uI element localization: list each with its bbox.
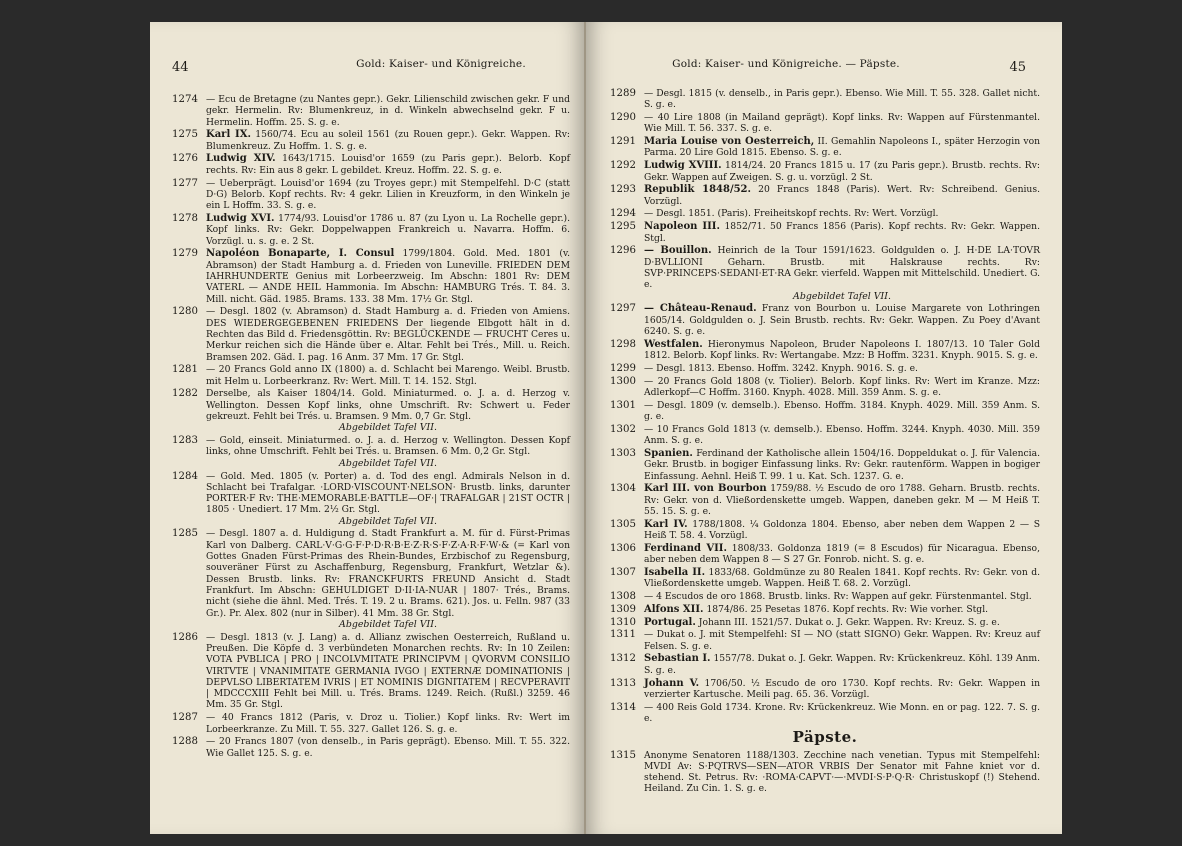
catalog-entries <box>610 88 1040 796</box>
ruler-name: — Château-Renaud. <box>644 303 757 315</box>
catalog-entry <box>610 483 1040 517</box>
lot-number: 1310 <box>610 616 636 628</box>
plate-reference: Abgebildet Tafel VII. <box>793 290 891 302</box>
ruler-name: Ludwig XIV. <box>206 153 276 165</box>
catalog-entry <box>172 94 570 128</box>
lot-number: 1301 <box>610 399 636 411</box>
lot-number: 1286 <box>172 631 198 643</box>
ruler-name: Ferdinand VII. <box>644 542 727 554</box>
catalog-entry <box>610 208 1040 219</box>
entry-description: — Gold, einseit. Miniaturmed. o. J. a. d. Herzog v. Wellington. Dessen Kopf links, ohne Umschrift. Fehlt bei Trés. u. Bramsen. 6 Mm. 0,2 Gr. Stgl. <box>206 435 570 458</box>
ruler-name: Westfalen. <box>644 338 703 350</box>
entry-description: 1643/1715. Louisd'or 1659 (zu Paris gepr.). Belorb. Kopf rechts. Rv: Ein aus 8 gekr. L gebildet. Kreuz. Hoffm. 22. S. g. e. <box>206 153 570 176</box>
catalog-entry <box>610 424 1040 447</box>
left-page <box>150 22 584 834</box>
lot-number: 1276 <box>172 153 198 165</box>
catalog-entry <box>610 702 1040 725</box>
ruler-name: — Bouillon. <box>644 245 712 257</box>
lot-number: 1292 <box>610 160 636 172</box>
ruler-name: Ludwig XVIII. <box>644 160 722 172</box>
catalog-entry <box>610 519 1040 542</box>
entry-description: Heinrich de la Tour 1591/1623. Goldgulden o. J. H·DE LA·TOVR D·BVLLIONI Geharn. Brustb. mit Halskrause rechts. Rv: SVP·PRINCEPS·SEDANI·ET·RA Gekr. vierfeld. Wappen mit Mittelschild. Unediert. G. e. <box>644 245 1040 291</box>
lot-number: 1299 <box>610 362 636 374</box>
catalog-entry <box>610 750 1040 795</box>
running-head: Gold: Kaiser- und Königreiche. <box>356 58 526 70</box>
entry-description: Anonyme Senatoren 1188/1303. Zecchine nach venetian. Typus mit Stempelfehl: MVDI Av: S·PQTRVS—SEN—ATOR VRBIS Der Senator mit Fahne kniet vor d. stehend. St. Petrus. Rv: ·ROMA·CAPVT·—·MVDI·S·P·Q·R· Christuskopf (!) Stehend. Heiland. Zu Cin. 1. S. g. e. <box>644 749 1040 795</box>
plate-reference: Abgebildet Tafel VII. <box>339 457 437 469</box>
page-number: 45 <box>1009 60 1026 75</box>
running-head: Gold: Kaiser- und Königreiche. — Päpste. <box>672 58 900 70</box>
catalog-entry <box>610 604 1040 615</box>
lot-number: 1312 <box>610 653 636 665</box>
ruler-name: Ludwig XVI. <box>206 212 275 224</box>
lot-number: 1304 <box>610 483 636 495</box>
lot-number: 1315 <box>610 749 636 761</box>
lot-number: 1281 <box>172 364 198 376</box>
ruler-name: Maria Louise von Oesterreich, <box>644 136 815 148</box>
lot-number: 1300 <box>610 375 636 387</box>
lot-number: 1280 <box>172 306 198 318</box>
section-heading: Päpste. <box>792 728 858 747</box>
catalog-entry <box>610 376 1040 399</box>
entry-description: — Dukat o. J. mit Stempelfehl: SI — NO (statt SIGNO) Gekr. Wappen. Rv: Kreuz auf Felsen. S. g. e. <box>644 629 1040 652</box>
lot-number: 1291 <box>610 136 636 148</box>
lot-number: 1277 <box>172 177 198 189</box>
lot-number: 1293 <box>610 184 636 196</box>
catalog-entry <box>172 129 570 152</box>
catalog-entry <box>172 712 570 735</box>
right-page <box>586 22 1062 834</box>
ruler-name: Napoleon III. <box>644 221 720 233</box>
catalog-entry <box>610 653 1040 676</box>
page-number: 44 <box>172 60 189 75</box>
entry-description: — Desgl. 1809 (v. demselb.). Ebenso. Hoffm. 3184. Knyph. 4029. Mill. 359 Anm. S. g. e. <box>644 399 1040 423</box>
lot-number: 1289 <box>610 88 636 99</box>
lot-number: 1307 <box>610 566 636 578</box>
lot-number: 1303 <box>610 447 636 459</box>
catalog-entry <box>172 248 570 304</box>
entry-description: 1814/24. 20 Francs 1815 u. 17 (zu Paris gepr.). Brustb. rechts. Rv: Gekr. Wappen auf Zweigen. S. g. u. vorzügl. 2 St. <box>644 160 1040 183</box>
catalog-entry <box>172 388 570 433</box>
catalog-entry <box>172 736 570 759</box>
entry-description: — Desgl. 1813 (v. J. Lang) a. d. Allianz zwischen Oesterreich, Rußland u. Preußen. Die Köpfe d. 3 verbündeten Monarchen rechts. Rv: In 10 Zeilen: VOTA PVBLICA | PRO | INCOLVMITATE PRINCIPVM | QVORVM CONSILIO VIRTVTE | VNANIMITATE GERMANIA IVGO | EXTERNÆ DOMINATIONIS | DEPVLSO LIBERTATEM IVRIS | ET NOMINIS DIGNITATEM | RECVPERAVIT | MDCCCXIII Fehlt bei Mill. u. Trés. Brams. 1249. Reich. (Rußl.) 3259. 46 Mm. 35 Gr. Stgl. <box>206 631 570 711</box>
catalog-entry <box>172 435 570 469</box>
entry-description: — Desgl. 1851. (Paris). Freiheitskopf rechts. Rv: Wert. Vorzügl. <box>644 208 939 220</box>
catalog-entry <box>610 363 1040 374</box>
entry-description: — 20 Francs Gold 1808 (v. Tiolier). Belorb. Kopf links. Rv: Wert im Kranze. Mzz: Adlerkopf—C Hoffm. 3160. Knyph. 4028. Mill. 359 Anm. S. g. e. <box>644 375 1040 398</box>
entry-description: Franz von Bourbon u. Louise Margarete von Lothringen 1605/14. Goldgulden o. J. Sein Brustb. rechts. Rv: Gekr. Wappen. Zu Poey d'Avant 6240. S. g. e. <box>644 303 1040 337</box>
catalog-entry <box>610 303 1040 337</box>
lot-number: 1309 <box>610 603 636 615</box>
entry-description: 1852/71. 50 Francs 1856 (Paris). Kopf rechts. Rv: Gekr. Wappen. Stgl. <box>644 221 1040 244</box>
lot-number: 1275 <box>172 129 198 141</box>
lot-number: 1302 <box>610 423 636 435</box>
catalog-entry <box>610 629 1040 652</box>
entry-description: 1560/74. Ecu au soleil 1561 (zu Rouen gepr.). Gekr. Wappen. Rv: Blumenkreuz. Zu Hoffm. 1. S. g. e. <box>206 129 571 152</box>
lot-number: 1294 <box>610 208 636 220</box>
lot-number: 1288 <box>172 736 198 748</box>
entry-description: 1799/1804. Gold. Med. 1801 (v. Abramson) der Stadt Hamburg a. d. Frieden von Luneville. FRIEDEN DEM IAHRHUNDERTE Genius mit Lorbeerzweig. Im Abschn: 1801 Rv: DEM VATERL — ANDE HEIL Hammonia. Im Abschn: HAMBURG Trés. T. 84. 3. Mill. nicht. Gäd. 1985. Brams. 133. 38 Mm. 17½ Gr. Stgl. <box>206 248 571 305</box>
entry-description: — Ecu de Bretagne (zu Nantes gepr.). Gekr. Lilienschild zwischen gekr. F und gekr. Hermelin. Rv: Blumenkreuz, in d. Winkeln abwechselnd gekr. F u. Hermelin. Hoffm. 25. S. g. e. <box>206 94 570 128</box>
catalog-entry <box>610 543 1040 566</box>
ruler-name: Johann V. <box>644 677 700 689</box>
catalog-entry <box>610 136 1040 159</box>
ruler-name: Spanien. <box>644 447 693 459</box>
catalog-entry <box>610 567 1040 590</box>
catalog-entry <box>610 88 1040 111</box>
lot-number: 1274 <box>172 94 198 105</box>
catalog-entry <box>610 400 1040 423</box>
entry-description: — 20 Francs 1807 (von denselb., in Paris geprägt). Ebenso. Mill. T. 55. 322. Wie Gallet 125. S. g. e. <box>206 736 570 759</box>
lot-number: 1284 <box>172 470 198 482</box>
lot-number: 1305 <box>610 518 636 530</box>
entry-description: — Desgl. 1815 (v. denselb., in Paris gepr.). Ebenso. Wie Mill. T. 55. 328. Gallet nicht. S. g. e. <box>644 88 1040 111</box>
entry-description: — 400 Reis Gold 1734. Krone. Rv: Krückenkreuz. Wie Monn. en or pag. 122. 7. S. g. e. <box>644 701 1040 724</box>
catalog-entry <box>610 448 1040 482</box>
catalog-entry <box>610 339 1040 362</box>
catalog-entry <box>610 221 1040 244</box>
plate-reference: Abgebildet Tafel VII. <box>339 422 437 434</box>
entry-description: — Desgl. 1807 a. d. Huldigung d. Stadt Frankfurt a. M. für d. Fürst-Primas Karl von Dalberg. CARL·V·G·G·F·P·D·R·B·E·Z·R·S·F·Z·A·R·F·W·& (= Karl von Gottes Gnaden Fürst-Primas des Rhein-Bundes, Erzbischof zu Regensburg, souveräner Fürst zu Aschaffenburg, Regensburg, Frankfurt, Wetzlar &). Dessen Brustb. links. Rv: FRANCKFURTS FREUND Ansicht d. Stadt Frankfurt. Im Abschn: GEHULDIGET D·II·IA-NUAR | 1807· Trés., Brams. nicht (siehe die ähnl. Med. Trés. T. 19. 2 u. Brams. 621). Jos. u. Felln. 987 (33 Gr.). Pr. Alex. 802 (nur in Silber). 41 Mm. 38 Gr. Stgl. <box>206 528 570 619</box>
entry-description: II. Gemahlin Napoleons I., später Herzogin von Parma. 20 Lire Gold 1815. Ebenso. S. g. e. <box>644 136 1041 159</box>
lot-number: 1287 <box>172 712 198 724</box>
catalog-entries <box>172 94 570 760</box>
entry-description: — 4 Escudos de oro 1868. Brustb. links. Rv: Wappen auf gekr. Fürstenmantel. Stgl. <box>644 590 1032 602</box>
entry-description: — Ueberprägt. Louisd'or 1694 (zu Troyes gepr.) mit Stempelfehl. D·C (statt D·G) Belorb. Kopf rechts. Rv: 4 gekr. Lilien in Kreuzform, in den Winkeln je ein L Hoffm. 33. S. g. e. <box>206 177 570 212</box>
lot-number: 1283 <box>172 435 198 447</box>
lot-number: 1297 <box>610 303 636 315</box>
entry-description: 1788/1808. ¼ Goldonza 1804. Ebenso, aber neben dem Wappen 2 — S Heiß T. 58. 4. Vorzügl. <box>644 518 1040 541</box>
lot-number: 1308 <box>610 590 636 602</box>
entry-description: — 40 Lire 1808 (in Mailand geprägt). Kopf links. Rv: Wappen auf Fürstenmantel. Wie Mill. T. 56. 337. S. g. e. <box>644 112 1040 135</box>
catalog-entry <box>610 617 1040 628</box>
ruler-name: Isabella II. <box>644 566 706 578</box>
entry-description: — Desgl. 1813. Ebenso. Hoffm. 3242. Knyph. 9016. S. g. e. <box>644 362 918 374</box>
catalog-entry <box>610 678 1040 701</box>
catalog-entry <box>172 364 570 387</box>
catalog-entry <box>172 306 570 362</box>
entry-description: Derselbe, als Kaiser 1804/14. Gold. Miniaturmed. o. J. a. d. Herzog v. Wellington. Dessen Kopf links, ohne Umschrift. Rv: Schwert u. Feder gekreuzt. Fehlt bei Trés. u. Bramsen. 9 Mm. 0,7 Gr. Stgl. <box>206 388 570 423</box>
catalog-entry <box>610 245 1040 301</box>
entry-description: 1557/78. Dukat o. J. Gekr. Wappen. Rv: Krückenkreuz. Köhl. 139 Anm. S. g. e. <box>644 653 1041 676</box>
lot-number: 1313 <box>610 677 636 689</box>
entry-description: Ferdinand der Katholische allein 1504/16. Doppeldukat o. J. für Valencia. Gekr. Brustb. in bogiger Einfassung links. Rv: Gekr. rautenförm. Wappen in bogiger Einfassung. Aehnl. Heiß T. 99. 1 u. Kat. Sch. 1237. G. e. <box>644 447 1040 482</box>
catalog-entry <box>610 160 1040 183</box>
entry-description: Johann III. 1521/57. Dukat o. J. Gekr. Wappen. Rv: Kreuz. S. g. e. <box>698 616 1000 628</box>
catalog-entry <box>172 178 570 212</box>
lot-number: 1279 <box>172 248 198 260</box>
catalog-entry <box>172 632 570 711</box>
lot-number: 1290 <box>610 112 636 124</box>
lot-number: 1311 <box>610 629 636 641</box>
lot-number: 1306 <box>610 542 636 554</box>
plate-reference: Abgebildet Tafel VII. <box>339 618 437 630</box>
lot-number: 1296 <box>610 245 636 257</box>
ruler-name: Portugal. <box>644 616 696 628</box>
entry-description: 1759/88. ½ Escudo de oro 1788. Geharn. Brustb. rechts. Rv: Gekr. von d. Vließordenskette umgeb. Wappen, daneben gekr. M — M Heiß T. 55. 15. S. g. e. <box>644 483 1041 517</box>
catalog-entry <box>172 213 570 247</box>
lot-number: 1298 <box>610 338 636 350</box>
ruler-name: Karl IX. <box>206 129 251 141</box>
entry-description: — 40 Francs 1812 (Paris, v. Droz u. Tiolier.) Kopf links. Rv: Wert im Lorbeerkranze. Zu Mill. T. 55. 327. Gallet 126. S. g. e. <box>206 712 570 735</box>
catalog-entry <box>610 591 1040 602</box>
entry-description: 1808/33. Goldonza 1819 (= 8 Escudos) für Nicaragua. Ebenso, aber neben dem Wappen 8 — S 27 Gr. Fonrob. nicht. S. g. e. <box>644 542 1040 566</box>
entry-description: — 10 Francs Gold 1813 (v. demselb.). Ebenso. Hoffm. 3244. Knyph. 4030. Mill. 359 Anm. S. g. e. <box>644 423 1040 447</box>
catalog-entry <box>172 471 570 527</box>
entry-description: 20 Francs 1848 (Paris). Wert. Rv: Schreibend. Genius. Vorzügl. <box>644 184 1040 207</box>
ruler-name: Karl III. von Bourbon <box>644 483 767 495</box>
plate-reference: Abgebildet Tafel VII. <box>339 515 437 527</box>
catalog-entry <box>172 528 570 630</box>
entry-description: — Desgl. 1802 (v. Abramson) d. Stadt Hamburg a. d. Frieden von Amiens. DES WIEDERGEGEBENEN FRIEDENS Der liegende Elbgott hält in d. Rechten das Bild d. Friedensgöttin. Rv: BEGLÜCKENDE — FRUCHT Ceres u. Merkur reichen sich die Hände über e. Altar. Fehlt bei Trés., Mill. u. Reich. Bramsen 202. Gäd. I. pag. 16 Anm. 37 Mm. 17 Gr. Stgl. <box>206 306 570 363</box>
ruler-name: Sebastian I. <box>644 653 711 665</box>
ruler-name: Alfons XII. <box>644 603 704 615</box>
entry-description: 1774/93. Louisd'or 1786 u. 87 (zu Lyon u. La Rochelle gepr.). Kopf links. Rv: Gekr. Doppelwappen Frankreich u. Navarra. Hoffm. 6. Vorzügl. u. s. g. e. 2 St. <box>206 212 570 247</box>
lot-number: 1285 <box>172 528 198 540</box>
lot-number: 1282 <box>172 388 198 400</box>
lot-number: 1314 <box>610 701 636 713</box>
entry-description: 1833/68. Goldmünze zu 80 Realen 1841. Kopf rechts. Rv: Gekr. von d. Vließordenskette umgeb. Wappen. Heiß T. 68. 2. Vorzügl. <box>644 566 1040 590</box>
ruler-name: Republik 1848/52. <box>644 184 751 196</box>
lot-number: 1295 <box>610 221 636 233</box>
catalog-entry <box>610 184 1040 207</box>
entry-description: Hieronymus Napoleon, Bruder Napoleons I. 1807/13. 10 Taler Gold 1812. Belorb. Kopf links. Rv: Wertangabe. Mzz: B Hoffm. 3231. Knyph. 9015. S. g. e. <box>644 338 1041 362</box>
catalog-entry <box>172 153 570 176</box>
lot-number: 1278 <box>172 212 198 224</box>
ruler-name: Napoléon Bonaparte, I. Consul <box>206 248 395 260</box>
catalog-entry <box>610 112 1040 135</box>
ruler-name: Karl IV. <box>644 518 688 530</box>
entry-description: — Gold. Med. 1805 (v. Porter) a. d. Tod des engl. Admirals Nelson in d. Schlacht bei Trafalgar. ·LORD·VISCOUNT·NELSON· Brustb. links, darunter PORTER·F Rv: THE·MEMORABLE·BATTLE—OF·| TRAFALGAR | 21ST OCTR | 1805 · Unediert. 17 Mm. 2½ Gr. Stgl. <box>206 470 570 516</box>
entry-description: 1706/50. ½ Escudo de oro 1730. Kopf rechts. Rv: Gekr. Wappen in verzierter Kartusche. Meili pag. 65. 36. Vorzügl. <box>644 677 1041 700</box>
entry-description: 1874/86. 25 Pesetas 1876. Kopf rechts. Rv: Wie vorher. Stgl. <box>706 603 989 615</box>
entry-description: — 20 Francs Gold anno IX (1800) a. d. Schlacht bei Marengo. Weibl. Brustb. mit Helm u. Lorbeerkranz. Rv: Wert. Mill. T. 14. 152. Stgl. <box>206 364 570 387</box>
